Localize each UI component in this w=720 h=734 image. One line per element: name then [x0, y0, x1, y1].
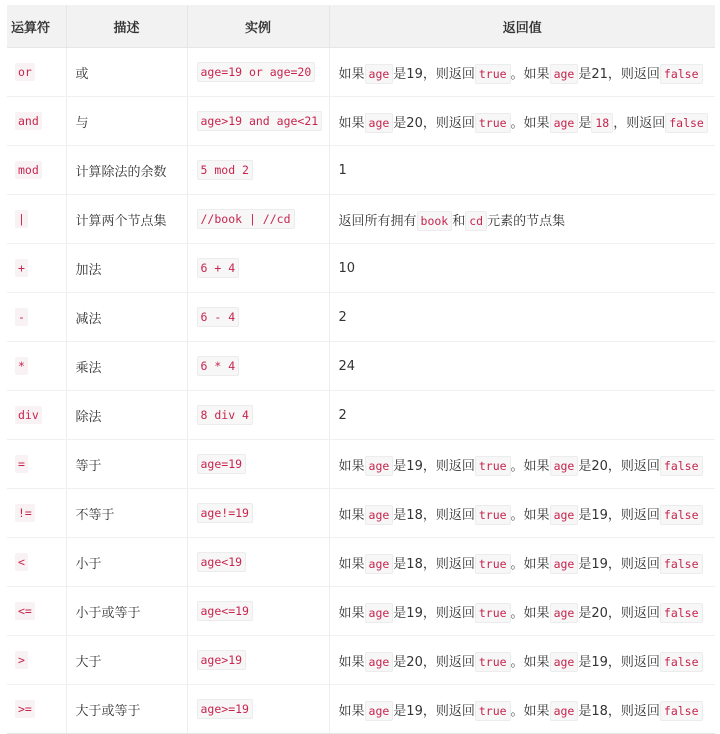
result-text: 是 — [578, 115, 592, 131]
example-cell — [187, 587, 329, 636]
result-text: 如果 — [338, 703, 365, 719]
description-text: 等于 — [75, 458, 102, 474]
result-text: 2 — [338, 309, 347, 325]
return-value-cell — [329, 685, 715, 734]
table-row — [7, 538, 715, 587]
example-cell — [187, 342, 329, 391]
description-text: 加法 — [75, 262, 102, 278]
result-text: 1 — [338, 162, 347, 178]
operator-cell — [7, 342, 66, 391]
inline-code: age — [550, 603, 579, 623]
inline-code: true — [475, 603, 511, 623]
inline-code: 18 — [591, 113, 613, 133]
result-text: 2 — [338, 407, 347, 423]
result-text: 是20，则返回 — [578, 458, 660, 474]
operator-code: - — [15, 308, 28, 326]
inline-code: age — [365, 64, 394, 84]
description-text: 减法 — [75, 311, 102, 327]
inline-code: true — [475, 113, 511, 133]
operator-cell — [7, 587, 66, 636]
inline-code: age — [365, 701, 394, 721]
example-code: 8 div 4 — [197, 405, 253, 425]
result-text: 。如果 — [510, 115, 550, 131]
result-text: 是19，则返回 — [393, 458, 475, 474]
inline-code: age — [365, 113, 394, 133]
result-text: 是20，则返回 — [578, 605, 660, 621]
table-row — [7, 195, 715, 244]
inline-code: false — [660, 505, 703, 525]
inline-code: age — [365, 456, 394, 476]
result-text: 和 — [452, 213, 466, 229]
description-text: 计算除法的余数 — [75, 164, 167, 180]
operator-code: != — [15, 504, 35, 522]
inline-code: age — [365, 554, 394, 574]
result-text: 。如果 — [510, 654, 550, 670]
operator-cell — [7, 48, 66, 97]
operator-code: = — [15, 455, 28, 473]
result-text: 如果 — [338, 115, 365, 131]
operators-table — [7, 5, 715, 734]
example-code: 5 mod 2 — [197, 160, 253, 180]
operator-cell — [7, 685, 66, 734]
result-text: ，则返回 — [613, 115, 666, 131]
example-code: age!=19 — [197, 503, 253, 523]
operator-code: >= — [15, 700, 35, 718]
operator-code: > — [15, 651, 28, 669]
example-cell — [187, 48, 329, 97]
description-cell — [66, 97, 187, 146]
operator-cell — [7, 440, 66, 489]
inline-code: false — [660, 652, 703, 672]
description-text: 小于 — [75, 556, 102, 572]
example-code: 6 * 4 — [197, 356, 240, 376]
description-cell — [66, 195, 187, 244]
description-text: 小于或等于 — [75, 605, 141, 621]
description-text: 与 — [75, 115, 89, 131]
operator-cell — [7, 244, 66, 293]
operator-code: <= — [15, 602, 35, 620]
example-code: 6 + 4 — [197, 258, 240, 278]
header-operator: 运算符 — [7, 5, 66, 48]
table-row — [7, 293, 715, 342]
description-cell — [66, 244, 187, 293]
result-text: 。如果 — [510, 605, 550, 621]
example-cell — [187, 538, 329, 587]
result-text: 。如果 — [510, 458, 550, 474]
table-row — [7, 440, 715, 489]
example-cell — [187, 391, 329, 440]
operator-code: and — [15, 112, 42, 130]
table-row — [7, 391, 715, 440]
example-cell — [187, 440, 329, 489]
result-text: 如果 — [338, 507, 365, 523]
inline-code: true — [475, 64, 511, 84]
return-value-cell — [329, 587, 715, 636]
result-text: 如果 — [338, 66, 365, 82]
return-value-cell — [329, 97, 715, 146]
result-text: 是20，则返回 — [393, 115, 475, 131]
example-cell — [187, 146, 329, 195]
result-text: 是18，则返回 — [393, 507, 475, 523]
result-text: 元素的节点集 — [487, 213, 566, 229]
inline-code: false — [665, 113, 708, 133]
description-cell — [66, 342, 187, 391]
inline-code: age — [365, 603, 394, 623]
return-value-cell — [329, 48, 715, 97]
header-example: 实例 — [187, 5, 329, 48]
example-code: age>=19 — [197, 699, 253, 719]
return-value-cell — [329, 146, 715, 195]
inline-code: true — [475, 505, 511, 525]
table-row — [7, 489, 715, 538]
return-value-cell — [329, 636, 715, 685]
operator-cell — [7, 97, 66, 146]
description-text: 大于或等于 — [75, 703, 141, 719]
result-text: 如果 — [338, 458, 365, 474]
table-row — [7, 587, 715, 636]
description-cell — [66, 440, 187, 489]
header-description: 描述 — [66, 5, 187, 48]
table-row — [7, 636, 715, 685]
return-value-cell — [329, 195, 715, 244]
operator-code: * — [15, 357, 28, 375]
inline-code: age — [550, 701, 579, 721]
result-text: 。如果 — [510, 507, 550, 523]
example-code: age<19 — [197, 552, 247, 572]
description-cell — [66, 146, 187, 195]
return-value-cell — [329, 342, 715, 391]
return-value-cell — [329, 489, 715, 538]
result-text: 是19，则返回 — [393, 66, 475, 82]
operator-code: + — [15, 259, 28, 277]
description-text: 除法 — [75, 409, 102, 425]
description-cell — [66, 685, 187, 734]
example-code: //book | //cd — [197, 209, 295, 229]
result-text: 是18，则返回 — [578, 703, 660, 719]
description-text: 不等于 — [75, 507, 115, 523]
operator-cell — [7, 293, 66, 342]
description-cell — [66, 391, 187, 440]
operator-code: mod — [15, 161, 42, 179]
example-code: age=19 — [197, 454, 247, 474]
return-value-cell — [329, 440, 715, 489]
result-text: 是20，则返回 — [393, 654, 475, 670]
description-cell — [66, 293, 187, 342]
result-text: 是19，则返回 — [393, 605, 475, 621]
operator-cell — [7, 636, 66, 685]
operator-cell — [7, 146, 66, 195]
result-text: 。如果 — [510, 66, 550, 82]
example-cell — [187, 636, 329, 685]
description-cell — [66, 636, 187, 685]
example-cell — [187, 293, 329, 342]
inline-code: age — [550, 554, 579, 574]
example-cell — [187, 244, 329, 293]
example-code: age>19 and age<21 — [197, 111, 323, 131]
result-text: 是21，则返回 — [578, 66, 660, 82]
inline-code: book — [417, 211, 453, 231]
table-row — [7, 685, 715, 734]
inline-code: false — [660, 554, 703, 574]
inline-code: true — [475, 554, 511, 574]
inline-code: false — [660, 701, 703, 721]
table-row — [7, 342, 715, 391]
example-cell — [187, 489, 329, 538]
operator-cell — [7, 195, 66, 244]
description-cell — [66, 48, 187, 97]
inline-code: age — [550, 456, 579, 476]
example-code: age=19 or age=20 — [197, 62, 316, 82]
operator-cell — [7, 538, 66, 587]
description-cell — [66, 538, 187, 587]
description-text: 乘法 — [75, 360, 102, 376]
description-text: 计算两个节点集 — [75, 213, 167, 229]
example-code: age<=19 — [197, 601, 253, 621]
description-text: 大于 — [75, 654, 102, 670]
return-value-cell — [329, 293, 715, 342]
return-value-cell — [329, 391, 715, 440]
result-text: 如果 — [338, 605, 365, 621]
header-return-value: 返回值 — [329, 5, 715, 48]
operator-cell — [7, 489, 66, 538]
return-value-cell — [329, 244, 715, 293]
inline-code: false — [660, 603, 703, 623]
example-cell — [187, 97, 329, 146]
inline-code: false — [660, 456, 703, 476]
example-code: age>19 — [197, 650, 247, 670]
table-row — [7, 48, 715, 97]
result-text: 24 — [338, 358, 356, 374]
inline-code: age — [550, 64, 579, 84]
inline-code: age — [550, 652, 579, 672]
result-text: 是18，则返回 — [393, 556, 475, 572]
operator-code: < — [15, 553, 28, 571]
inline-code: age — [365, 652, 394, 672]
result-text: 。如果 — [510, 556, 550, 572]
result-text: 10 — [338, 260, 356, 276]
result-text: 是19，则返回 — [578, 507, 660, 523]
result-text: 返回所有拥有 — [338, 213, 417, 229]
result-text: 是19，则返回 — [578, 654, 660, 670]
example-cell — [187, 195, 329, 244]
result-text: 是19，则返回 — [578, 556, 660, 572]
inline-code: age — [550, 113, 579, 133]
example-cell — [187, 685, 329, 734]
result-text: 。如果 — [510, 703, 550, 719]
description-cell — [66, 587, 187, 636]
description-text: 或 — [75, 66, 89, 82]
inline-code: true — [475, 701, 511, 721]
inline-code: true — [475, 456, 511, 476]
inline-code: true — [475, 652, 511, 672]
operator-code: or — [15, 63, 35, 81]
inline-code: age — [365, 505, 394, 525]
operator-cell — [7, 391, 66, 440]
example-code: 6 - 4 — [197, 307, 240, 327]
inline-code: age — [550, 505, 579, 525]
result-text: 是19，则返回 — [393, 703, 475, 719]
inline-code: false — [660, 64, 703, 84]
operator-code: div — [15, 406, 42, 424]
table-row — [7, 146, 715, 195]
result-text: 如果 — [338, 654, 365, 670]
table-row — [7, 244, 715, 293]
header-row — [7, 5, 715, 48]
operator-code: | — [15, 210, 28, 228]
result-text: 如果 — [338, 556, 365, 572]
table-row — [7, 97, 715, 146]
return-value-cell — [329, 538, 715, 587]
description-cell — [66, 489, 187, 538]
inline-code: cd — [465, 211, 487, 231]
